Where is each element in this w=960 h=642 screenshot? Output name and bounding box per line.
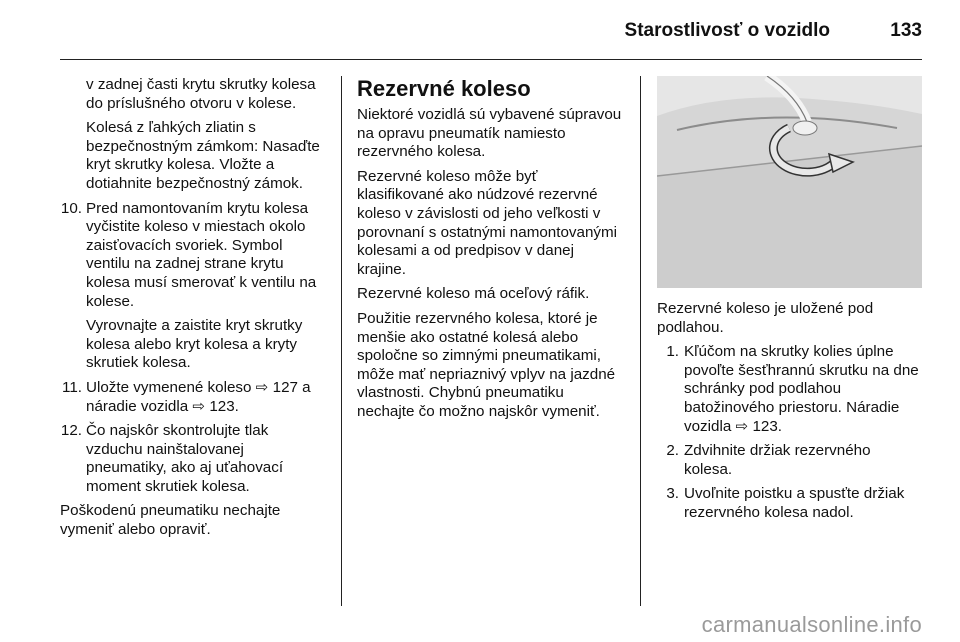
paragraph: Rezervné koleso má oceľový ráfik. bbox=[357, 285, 590, 303]
step-text: Kľúčom na skrutky kolies úplne povoľte šesťhrannú skrutku na dne schránky pod podlahou batožinového priestoru. Náradie vozidla ⇨ 123. bbox=[684, 343, 919, 435]
list-item bbox=[60, 379, 326, 416]
list-item bbox=[60, 200, 326, 312]
item-number: 12. bbox=[60, 422, 82, 440]
chapter-title: Starostlivosť o vozidlo bbox=[624, 20, 830, 41]
item-number: 11. bbox=[62, 378, 82, 396]
step-text: Zdvihnite držiak rezervného kolesa. bbox=[684, 442, 871, 478]
item-text: Pred namontovaním krytu kolesa vyčistite koleso v miestach okolo zaisťovacích svoriek. Symbol ventilu na zadnej strane krytu kolesa musí smerovať k ventilu na kolese. bbox=[86, 199, 317, 310]
column-divider-1 bbox=[341, 76, 342, 606]
step-number: 3. bbox=[666, 485, 679, 503]
list-item bbox=[657, 442, 922, 479]
trunk-floor-drawing bbox=[657, 76, 922, 288]
column-3 bbox=[657, 300, 922, 529]
step-number: 1. bbox=[666, 343, 679, 361]
item-text: Uložte vymenené koleso ⇨ 127 a náradie vozidla ⇨ 123. bbox=[86, 378, 311, 415]
paragraph: Použitie rezervného kolesa, ktoré je menšie ako ostatné kolesá alebo spoločne so zimnými pneumatikami, môže mať nepriaznivý vplyv na jazdné vlastnosti. Chybnú pneumatiku nechajte čo možno najskôr vymeniť. bbox=[357, 309, 616, 420]
item-subparagraph: Vyrovnajte a zaistite kryt skrutky kolesa alebo kryt kolesa a kryty skrutiek kolesa. bbox=[86, 317, 303, 372]
page-number: 133 bbox=[890, 20, 922, 41]
step-number: 2. bbox=[666, 442, 679, 460]
section-heading: Rezervné koleso bbox=[357, 76, 531, 101]
page-header bbox=[60, 0, 922, 56]
column-2 bbox=[357, 76, 625, 428]
item-text: Čo najskôr skontrolujte tlak vzduchu nainštalovanej pneumatiky, ako aj uťahovací moment skrutiek kolesa. bbox=[86, 422, 284, 495]
header-divider bbox=[60, 59, 922, 60]
paragraph: Rezervné koleso môže byť klasifikované ako núdzové rezervné koleso v závislosti od jeho veľkosti v porovnaní s ostatnými namontovanými kolesami a od predpisov v danej krajine. bbox=[357, 167, 618, 278]
list-item bbox=[657, 485, 922, 522]
item-number: 10. bbox=[60, 199, 82, 217]
column-1 bbox=[60, 76, 326, 546]
watermark: carmanualsonline.info bbox=[701, 612, 922, 637]
intro-paragraph: Rezervné koleso je uložené pod podlahou. bbox=[657, 300, 874, 336]
alloy-wheel-note: Kolesá z ľahkých zliatin s bezpečnostným zámkom: Nasaďte kryt skrutky kolesa. Vložte a dotiahnite bezpečnostný zámok. bbox=[86, 119, 320, 192]
closing-paragraph: Poškodenú pneumatiku nechajte vymeniť alebo opraviť. bbox=[60, 502, 281, 539]
continued-paragraph: v zadnej časti krytu skrutky kolesa do príslušného otvoru v kolese. bbox=[86, 76, 316, 112]
list-item bbox=[60, 422, 326, 496]
paragraph: Niektoré vozidlá sú vybavené súpravou na opravu pneumatík namiesto rezervného kolesa. bbox=[357, 106, 622, 161]
list-item bbox=[657, 343, 922, 436]
column-divider-2 bbox=[640, 76, 641, 606]
step-text: Uvoľnite poistku a spusťte držiak rezervného kolesa nadol. bbox=[684, 485, 905, 521]
spare-wheel-illustration bbox=[657, 76, 922, 288]
